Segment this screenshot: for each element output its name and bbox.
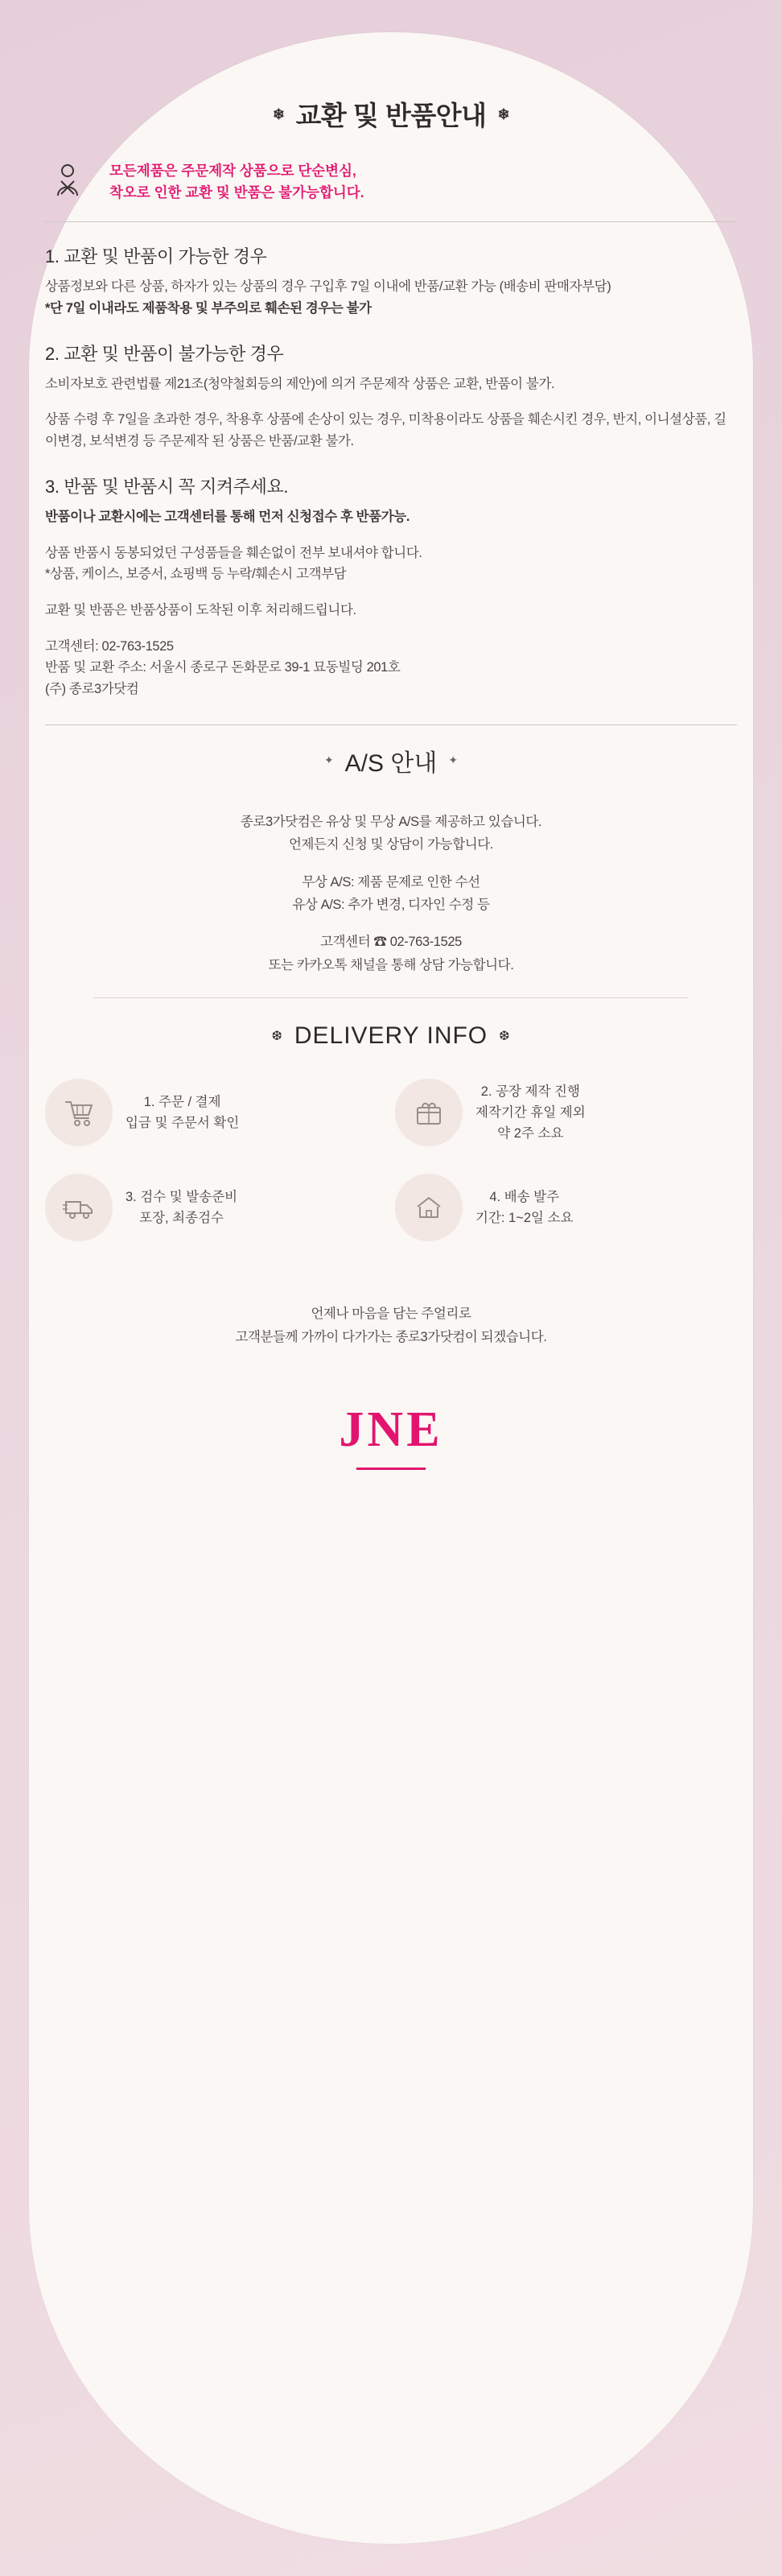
dot-deco-left-icon: ✦ (323, 753, 334, 767)
delivery-steps-grid (45, 1079, 737, 1241)
delivery-step-1-line2: 입금 및 주문서 확인 (126, 1116, 240, 1131)
as-p2-line2: 유상 A/S: 추가 변경, 디자인 수정 등 (292, 898, 490, 912)
exchange-block-3-p4: 교환 및 반품은 반품상품이 도착된 이후 처리해드립니다. (45, 603, 356, 617)
telephone-icon: ☎ (373, 935, 387, 950)
exchange-block-2-p1: 소비자보호 관련법률 제21조(청약철회등의 제안)에 의거 주문제작 상품은 교환, 반품이 불가. (45, 376, 555, 391)
as-phone-label: 고객센터 (320, 935, 371, 950)
company-name: (주) 종로3가닷컴 (45, 682, 139, 697)
brand-logo-text: JNE (339, 1402, 443, 1457)
home-icon (395, 1174, 463, 1241)
closing-message (45, 1302, 737, 1348)
exchange-block-3-p2: 상품 반품시 동봉되었던 구성품들을 훼손없이 전부 보내셔야 합니다. (45, 545, 422, 560)
delivery-step-4 (395, 1174, 737, 1241)
as-p1-line2: 언제든지 신청 및 상담이 가능합니다. (288, 837, 493, 852)
delivery-step-3-line2: 포장, 최종검수 (139, 1211, 224, 1226)
exchange-title-text: 교환 및 반품안내 (295, 101, 487, 130)
delivery-step-2-line3: 약 2주 소요 (497, 1126, 564, 1141)
delivery-title-text: DELIVERY INFO (294, 1022, 488, 1050)
delivery-step-2-line2: 제작기간 휴일 제외 (475, 1104, 586, 1120)
return-address: 반품 및 교환 주소: 서울시 종로구 돈화문로 39-1 묘동빌딩 201호 (45, 660, 401, 675)
delivery-step-2-text (475, 1081, 586, 1145)
as-p3-line2: 또는 카카오톡 채널을 통해 상담 가능합니다. (268, 957, 514, 972)
delivery-step-4-line2: 기간: 1~2일 소요 (475, 1211, 574, 1226)
exchange-block-3-p3: *상품, 케이스, 보증서, 쇼핑백 등 누락/훼손시 고객부담 (45, 567, 347, 582)
delivery-step-4-line1: 4. 배송 발주 (489, 1189, 560, 1204)
delivery-step-4-text (475, 1187, 573, 1229)
delivery-step-1-line1: 1. 주문 / 결제 (143, 1094, 221, 1109)
delivery-truck-icon (45, 1174, 113, 1241)
delivery-step-3 (45, 1174, 387, 1241)
as-section-title (45, 743, 737, 778)
exchange-block-2-p2: 상품 수령 후 7일을 초과한 경우, 착용후 상품에 손상이 있는 경우, 미착용이라도 상품을 훼손시킨 경우, 반지, 이니셜상품, 길이변경, 보석변경 등 주문제작 된 상품은 반품/교환 불가. (45, 412, 726, 449)
customer-center-phone: 고객센터: 02-763-1525 (45, 638, 174, 654)
dot-deco-right-icon: ✦ (448, 753, 459, 767)
as-p2-line1: 무상 A/S: 제품 문제로 인한 수선 (302, 874, 480, 890)
brand-logo (45, 1402, 737, 1470)
delivery-section-title (45, 1022, 737, 1050)
exchange-block-2 (45, 341, 737, 452)
as-p1-line1: 종로3가닷컴은 유상 및 무상 A/S를 제공하고 있습니다. (240, 814, 542, 829)
exchange-block-1-p1: 상품정보와 다른 상품, 하자가 있는 상품의 경우 구입후 7일 이내에 반품/교환 가능 (배송비 판매자부담) (45, 279, 611, 295)
notice-line-1: 모든제품은 주문제작 상품으로 단순변심, (109, 163, 356, 179)
as-body (45, 811, 737, 976)
delivery-step-1 (45, 1079, 387, 1146)
as-phone-number: 02-763-1525 (389, 935, 462, 950)
exchange-block-2-title: 2. 교환 및 반품이 불가능한 경우 (45, 343, 284, 364)
delivery-step-3-text (126, 1187, 237, 1229)
exchange-block-1 (45, 243, 737, 319)
exchange-block-3-title: 3. 반품 및 반품시 꼭 지켜주세요. (45, 476, 289, 497)
exchange-block-3-p1: 반품이나 교환시에는 고객센터를 통해 먼저 신청접수 후 반품가능. (45, 509, 410, 524)
exchange-block-1-p2: *단 7일 이내라도 제품착용 및 부주의로 훼손된 경우는 불가 (45, 300, 372, 316)
brand-logo-underline (356, 1468, 426, 1470)
delivery-step-2-line1: 2. 공장 제작 진행 (480, 1084, 580, 1099)
flower-deco-right-2-icon: ❆ (499, 1030, 511, 1044)
flower-deco-left-icon: ❄ (272, 105, 285, 122)
shopping-cart-icon (45, 1079, 113, 1146)
exchange-block-3 (45, 473, 737, 700)
delivery-step-2 (395, 1079, 737, 1146)
exchange-section-title (45, 95, 737, 133)
exchange-block-1-title: 1. 교환 및 반품이 가능한 경우 (45, 246, 267, 267)
notice-line-2: 착오로 인한 교환 및 반품은 불가능합니다. (109, 184, 364, 201)
delivery-step-1-text (126, 1092, 239, 1134)
closing-line-2: 고객분들께 가까이 다가가는 종로3가닷컴이 되겠습니다. (235, 1329, 547, 1344)
notice-text (109, 160, 364, 204)
content-container (45, 0, 737, 1470)
gift-box-icon (395, 1079, 463, 1146)
as-title-text: A/S 안내 (344, 749, 438, 777)
flower-deco-right-icon: ❄ (497, 105, 510, 122)
notice-banner (45, 160, 737, 222)
flower-deco-left-2-icon: ❆ (271, 1030, 283, 1044)
delivery-step-3-line1: 3. 검수 및 발송준비 (126, 1189, 238, 1204)
as-phone-row (45, 931, 737, 953)
closing-line-1: 언제나 마음을 담는 주얼리로 (311, 1307, 471, 1322)
person-alert-icon (51, 160, 95, 204)
